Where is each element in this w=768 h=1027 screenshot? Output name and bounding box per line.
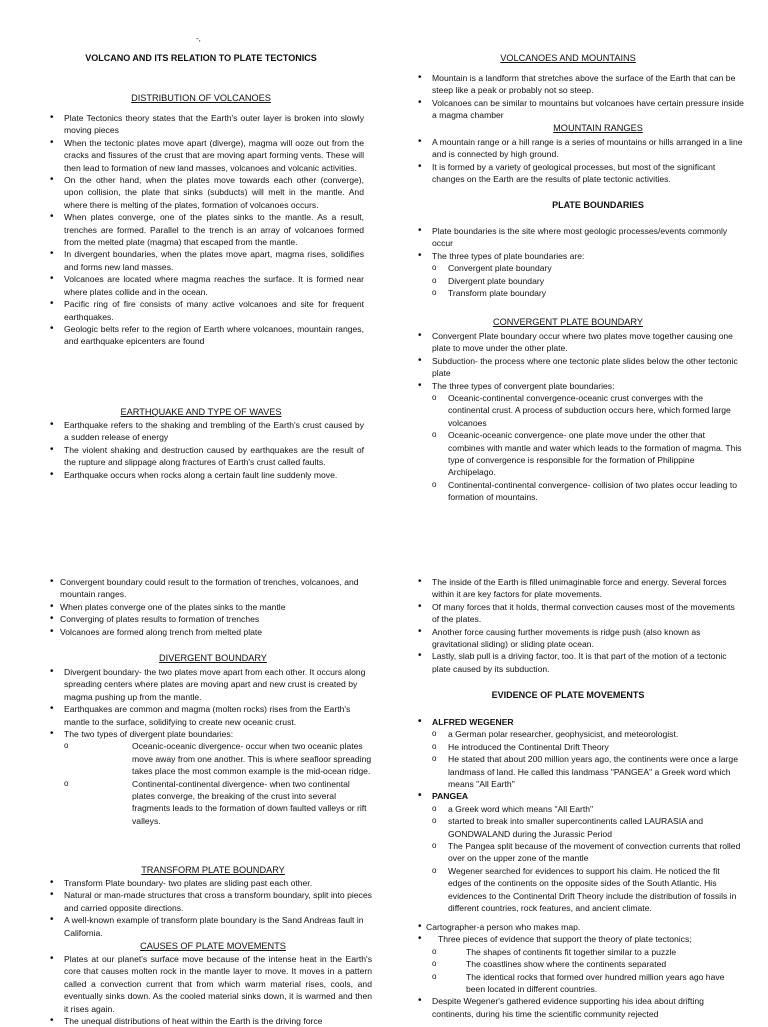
list-item: • Despite Wegener's gathered evidence supporting his idea about drifting continents, during his time the scientific community rejected: [414, 995, 744, 1020]
distribution-list: [46, 112, 364, 348]
list-item: • The unequal distributions of heat within the Earth is the driving force: [46, 1015, 372, 1027]
list-item: • Geologic belts refer to the region of Earth where volcanoes, mountain ranges, and earthquake epicenters are found: [46, 323, 364, 348]
list-item: • The two types of divergent plate boundaries:: [46, 728, 372, 740]
list-item: • Volcanoes are located where magma reaches the surface. It is formed near where plates collide and in the ocean.: [46, 273, 364, 298]
list-subitem: o Divergent plate boundary: [414, 275, 744, 287]
distribution-heading: DISTRIBUTION OF VOLCANOES: [131, 93, 271, 103]
list-item: • Another force causing further movements is ridge push (also known as gravitational sliding) or sliding plate ocean.: [414, 626, 744, 651]
transform-heading: TRANSFORM PLATE BOUNDARY: [141, 865, 285, 875]
volcanoes-mountains-heading: VOLCANOES AND MOUNTAINS: [500, 53, 636, 63]
page-mark: -,: [196, 34, 201, 43]
list-subitem: o a Greek word which means "All Earth": [414, 803, 744, 815]
causes-list: [46, 953, 372, 1027]
list-item: • The inside of the Earth is filled unimaginable force and energy. Several forces within it are key factors for plate movements.: [414, 576, 744, 601]
list-item: • Three pieces of evidence that support the theory of plate tectonics;: [414, 933, 744, 945]
list-item: • Convergent boundary could result to the formation of trenches, volcanoes, and mountain ranges.: [46, 576, 364, 601]
earthquake-heading: EARTHQUAKE AND TYPE OF WAVES: [120, 407, 282, 417]
list-item: • Plates at our planet's surface move because of the intense heat in the Earth's core that causes molten rock in the mantle layer to move. It moves in a pattern called a convection current that from which warm material rises, cools, and eventually sinks down. As the cooled material sinks down, it is warmed and then it rises again.: [46, 953, 372, 1015]
list-subitem: o Continental-continental divergence- when two continental plates converge, the breaking of the crust into several fragments leads to the formation of down faulted valleys or rift valleys.: [46, 778, 372, 828]
list-item: • It is formed by a variety of geological processes, but most of the significant changes on the Earth are the results of plate tectonic activities.: [414, 161, 744, 186]
plate-boundaries-list: [414, 225, 744, 299]
list-item: • Lastly, slab pull is a driving factor, too. It is that part of the motion of a tectonic plate caused by its subduction.: [414, 650, 744, 675]
list-item: • Volcanoes are formed along trench from melted plate: [46, 626, 364, 638]
list-item: • Converging of plates results to formation of trenches: [46, 613, 364, 625]
list-item: • A well-known example of transform plate boundary is the Sand Andreas fault in California.: [46, 914, 372, 939]
list-subitem: o The identical rocks that formed over hundred million years ago have been located in different countries.: [414, 971, 744, 996]
transform-list: [46, 877, 372, 939]
list-subitem: o Oceanic-oceanic divergence- occur when two oceanic plates move away from one another. This is where seafloor spreading takes place the most common example is the mid-ocean ridge.: [46, 740, 372, 777]
list-subitem: o a German polar researcher, geophysicist, and meteorologist.: [414, 728, 744, 740]
convergent-heading: CONVERGENT PLATE BOUNDARY: [492, 317, 644, 327]
list-item: • Mountain is a landform that stretches above the surface of the Earth that can be steep like a peak or probably not so steep.: [414, 72, 744, 97]
list-item: • Cartographer-a person who makes map.: [414, 921, 744, 933]
evidence-list-2: [414, 921, 744, 1020]
divergent-heading: DIVERGENT BOUNDARY: [159, 653, 267, 663]
list-item: • Transform Plate boundary- two plates are sliding past each other.: [46, 877, 372, 889]
list-item: • The three types of convergent plate boundaries:: [414, 380, 744, 392]
list-item: • The three types of plate boundaries are:: [414, 250, 744, 262]
list-subitem: o He stated that about 200 million years ago, the continents were once a large landmass of land. He called this landmass "PANGEA" a Greek word which means "All Earth": [414, 753, 744, 790]
mountain-ranges-heading: MOUNTAIN RANGES: [553, 123, 643, 133]
forces-list: [414, 576, 744, 675]
convergent-list: [414, 330, 744, 504]
mountain-ranges-list: [414, 136, 744, 186]
list-item: • Pacific ring of fire consists of many active volcanoes and site for frequent earthquakes.: [46, 298, 364, 323]
list-item: • Earthquake occurs when rocks along a certain fault line suddenly move.: [46, 469, 364, 481]
earthquake-list: [46, 419, 364, 481]
list-item: • Plate Tectonics theory states that the Earth's outer layer is broken into slowly moving pieces: [46, 112, 364, 137]
list-subitem: o The Pangea split because of the movement of convection currents that rolled over on the upper zone of the mantle: [414, 840, 744, 865]
list-item: • On the other hand, when the plates move towards each other (converge), upon collision, the plate that sinks (subducts) will melt in the mantle. And where there is melting of the plates, formation of volcanoes occurs.: [46, 174, 364, 211]
volcanoes-mountains-list: [414, 72, 744, 122]
convergent-continued-list: [46, 576, 364, 638]
list-item: • Earthquakes are common and magma (molten rocks) rises from the Earth's mantle to the surface, solidifying to create new oceanic crust.: [46, 703, 372, 728]
list-item: • When plates converge one of the plates sinks to the mantle: [46, 601, 364, 613]
list-item: • Convergent Plate boundary occur where two plates move together causing one plate to move under the other plate.: [414, 330, 744, 355]
list-item: • When plates converge, one of the plates sinks to the mantle. As a result, trenches are formed. Parallel to the trench is an array of volcanoes formed from the melted plate (magma) that escaped from the mantle.: [46, 211, 364, 248]
list-item: • PANGEA: [414, 790, 744, 802]
evidence-heading: EVIDENCE OF PLATE MOVEMENTS: [491, 690, 645, 700]
list-subitem: o Oceanic-oceanic convergence- one plate move under the other that combines with mantle and water which leads to the formation of magma. This type of convergence is responsible for the formation of Philippine Archipelago.: [414, 429, 744, 479]
list-subitem: o The shapes of continents fit together similar to a puzzle: [414, 946, 744, 958]
list-item: • Subduction- the process where one tectonic plate slides below the other tectonic plate: [414, 355, 744, 380]
list-item: • ALFRED WEGENER: [414, 716, 744, 728]
document-title: VOLCANO AND ITS RELATION TO PLATE TECTONICS: [85, 53, 317, 63]
list-item: • Plate boundaries is the site where most geologic processes/events commonly occur: [414, 225, 744, 250]
evidence-list: [414, 716, 744, 915]
divergent-list: [46, 666, 372, 827]
causes-heading: CAUSES OF PLATE MOVEMENTS: [140, 941, 286, 951]
list-subitem: o He introduced the Continental Drift Theory: [414, 741, 744, 753]
list-subitem: o Convergent plate boundary: [414, 262, 744, 274]
list-item: • A mountain range or a hill range is a series of mountains or hills arranged in a line and is connected by high ground.: [414, 136, 744, 161]
list-subitem: o The coastlines show where the continents separated: [414, 958, 744, 970]
list-subitem: o Wegener searched for evidences to support his claim. He noticed the fit edges of the continents on the opposite sides of the South Atlantic. His evidences to the Continental Drift Theory include the distribution of fossils in different countries, rock features, and ancient climate.: [414, 865, 744, 915]
list-item: • In divergent boundaries, when the plates move apart, magma rises, solidifies and forms new land masses.: [46, 248, 364, 273]
list-item: • Divergent boundary- the two plates move apart from each other. It occurs along spreading centers where plates are moving apart and new crust is created by magma pushing up from the mantle.: [46, 666, 372, 703]
list-item: • Of many forces that it holds, thermal convection causes most of the movements of the plates.: [414, 601, 744, 626]
list-item: • Earthquake refers to the shaking and trembling of the Earth's crust caused by a sudden release of energy: [46, 419, 364, 444]
plate-boundaries-heading: PLATE BOUNDARIES: [552, 200, 644, 210]
list-item: • The violent shaking and destruction caused by earthquakes are the result of the rupture and slippage along fractures of Earth's crust called faults.: [46, 444, 364, 469]
list-item: • When the tectonic plates move apart (diverge), magma will ooze out from the cracks and fissures of the crust that are moving apart forming vents. These will then lead to formation of new land masses, volcanoes and volcanic activities.: [46, 137, 364, 174]
list-subitem: o Oceanic-continental convergence-oceanic crust converges with the continental crust. A process of subduction occurs here, which formed large volcanoes: [414, 392, 744, 429]
list-item: • Volcanoes can be similar to mountains but volcanoes have certain pressure inside a magma chamber: [414, 97, 744, 122]
list-item: • Natural or man-made structures that cross a transform boundary, split into pieces and carried opposite directions.: [46, 889, 372, 914]
list-subitem: o Continental-continental convergence- collision of two plates occur leading to formation of mountains.: [414, 479, 744, 504]
list-subitem: o started to break into smaller supercontinents called LAURASIA and GONDWALAND during the Jurassic Period: [414, 815, 744, 840]
list-subitem: o Transform plate boundary: [414, 287, 744, 299]
